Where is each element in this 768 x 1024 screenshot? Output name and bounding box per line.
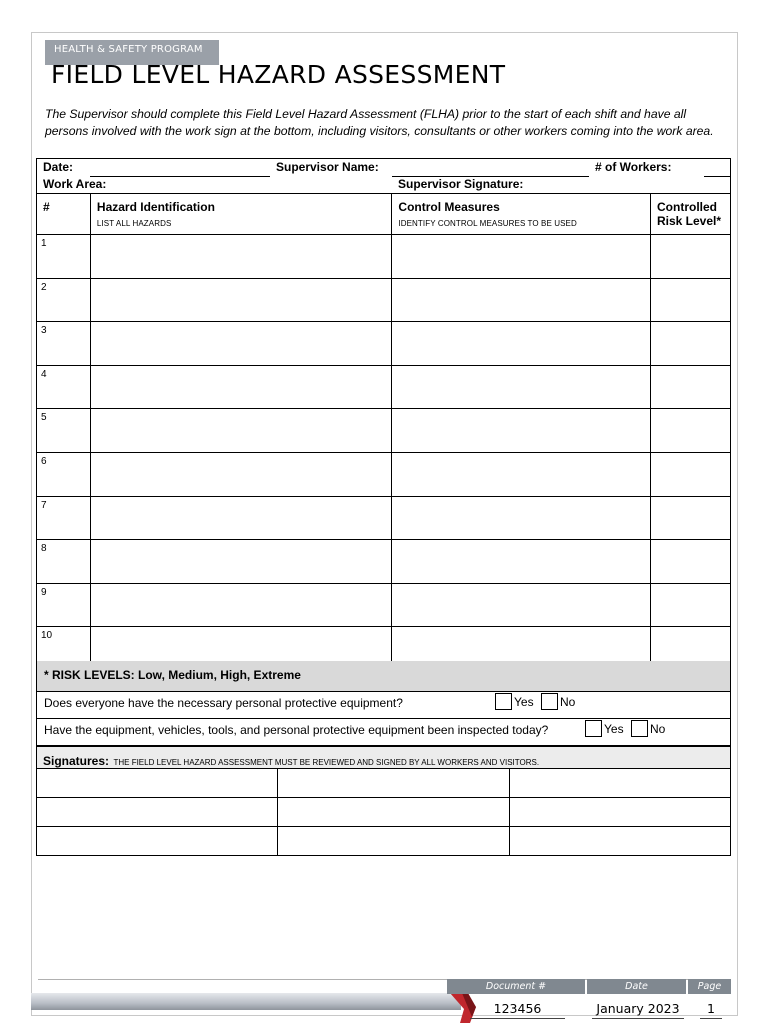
- hazard-row: [37, 540, 731, 584]
- inspection-yes-checkbox[interactable]: [585, 720, 602, 737]
- hazard-cell[interactable]: [90, 583, 392, 627]
- signature-cell[interactable]: [277, 827, 510, 856]
- hazard-row: [37, 278, 731, 322]
- row-number: 8: [37, 540, 91, 584]
- inspection-no-checkbox[interactable]: [631, 720, 648, 737]
- supervisor-signature-label: Supervisor Signature:: [398, 177, 524, 191]
- question-ppe-text: Does everyone have the necessary personal protective equipment?: [44, 696, 403, 710]
- row-number: 1: [37, 235, 91, 279]
- risk-levels-note: * RISK LEVELS: Low, Medium, High, Extreme: [36, 661, 731, 692]
- hazard-cell[interactable]: [90, 278, 392, 322]
- workers-label: # of Workers:: [595, 160, 672, 174]
- col-control-header: Control Measures IDENTIFY CONTROL MEASURES TO BE USED: [392, 194, 651, 235]
- hazard-row: [37, 365, 731, 409]
- date-field[interactable]: [90, 176, 270, 177]
- signature-cell[interactable]: [510, 827, 731, 856]
- row-number: 5: [37, 409, 91, 453]
- footer-date-label: Date: [587, 979, 686, 994]
- hazard-cell[interactable]: [90, 540, 392, 584]
- control-cell[interactable]: [392, 235, 651, 279]
- control-cell[interactable]: [392, 278, 651, 322]
- hazard-cell[interactable]: [90, 452, 392, 496]
- risk-level-cell[interactable]: [651, 409, 731, 453]
- hazard-cell[interactable]: [90, 496, 392, 540]
- ppe-yes-label: Yes: [514, 695, 534, 709]
- hazard-cell[interactable]: [90, 365, 392, 409]
- signature-cell[interactable]: [510, 769, 731, 798]
- workers-field[interactable]: [704, 176, 730, 177]
- col-risk-header: Controlled Risk Level*: [651, 194, 731, 235]
- work-area-label: Work Area:: [43, 177, 107, 191]
- control-cell[interactable]: [392, 322, 651, 366]
- risk-level-cell[interactable]: [651, 278, 731, 322]
- signature-cell[interactable]: [37, 798, 278, 827]
- control-cell[interactable]: [392, 583, 651, 627]
- col-hazard-header: Hazard Identification LIST ALL HAZARDS: [90, 194, 392, 235]
- intro-text: The Supervisor should complete this Field Level Hazard Assessment (FLHA) prior to the start of each shift and have all persons involved with the work sign at the bottom, including visitors, consultants or other workers coming into the work area.: [45, 107, 714, 139]
- ppe-no-label: No: [560, 695, 576, 709]
- row-number: 3: [37, 322, 91, 366]
- row-number: 9: [37, 583, 91, 627]
- risk-level-cell[interactable]: [651, 583, 731, 627]
- risk-level-cell[interactable]: [651, 496, 731, 540]
- hazard-cell[interactable]: [90, 409, 392, 453]
- hazard-table: [36, 193, 731, 671]
- inspection-no-label: No: [650, 722, 666, 736]
- signature-cell[interactable]: [37, 827, 278, 856]
- signature-grid: [36, 768, 731, 856]
- footer-page-label: Page: [688, 979, 731, 994]
- hazard-row: [37, 235, 731, 279]
- col-control-subtitle: IDENTIFY CONTROL MEASURES TO BE USED: [398, 219, 577, 228]
- hazard-cell[interactable]: [90, 322, 392, 366]
- footer-doc-label: Document #: [447, 979, 585, 994]
- col-hazard-subtitle: LIST ALL HAZARDS: [96, 219, 172, 228]
- control-cell[interactable]: [392, 409, 651, 453]
- risk-level-cell[interactable]: [651, 452, 731, 496]
- signatures-label: Signatures:: [43, 754, 110, 768]
- inspection-yes-label: Yes: [604, 722, 624, 736]
- ppe-yes-checkbox[interactable]: [495, 693, 512, 710]
- page-title: FIELD LEVEL HAZARD ASSESSMENT: [51, 60, 506, 89]
- hazard-row: [37, 452, 731, 496]
- control-cell[interactable]: [392, 365, 651, 409]
- control-cell[interactable]: [392, 540, 651, 584]
- signatures-header: [36, 745, 731, 769]
- ppe-no-checkbox[interactable]: [541, 693, 558, 710]
- program-label: HEALTH & SAFETY PROGRAM: [45, 40, 219, 65]
- col-number-header: #: [37, 194, 91, 235]
- risk-level-cell[interactable]: [651, 540, 731, 584]
- hazard-cell[interactable]: [90, 235, 392, 279]
- hazard-row: [37, 409, 731, 453]
- row-number: 7: [37, 496, 91, 540]
- row-number: 10: [37, 627, 91, 671]
- hazard-row: [37, 496, 731, 540]
- footer-bar: [31, 993, 461, 1010]
- signatures-note: THE FIELD LEVEL HAZARD ASSESSMENT MUST BE REVIEWED AND SIGNED BY ALL WORKERS AND VISITORS.: [113, 758, 540, 767]
- signature-cell[interactable]: [510, 798, 731, 827]
- question-inspection: [36, 719, 731, 746]
- supervisor-name-label: Supervisor Name:: [276, 160, 379, 174]
- signature-cell[interactable]: [277, 769, 510, 798]
- risk-level-cell[interactable]: [651, 235, 731, 279]
- date-label: Date:: [43, 160, 74, 174]
- question-ppe: [36, 692, 731, 719]
- signature-cell[interactable]: [277, 798, 510, 827]
- question-inspection-text: Have the equipment, vehicles, tools, and personal protective equipment been inspected today?: [44, 723, 549, 737]
- footer-date-value: January 2023: [592, 999, 684, 1019]
- footer-page-number: 1: [700, 999, 722, 1019]
- footer-doc-number: 123456: [470, 999, 565, 1019]
- hazard-row: [37, 322, 731, 366]
- hazard-row: [37, 583, 731, 627]
- control-cell[interactable]: [392, 452, 651, 496]
- risk-level-cell[interactable]: [651, 365, 731, 409]
- control-cell[interactable]: [392, 496, 651, 540]
- risk-level-cell[interactable]: [651, 322, 731, 366]
- row-number: 6: [37, 452, 91, 496]
- row-number: 2: [37, 278, 91, 322]
- row-number: 4: [37, 365, 91, 409]
- signature-cell[interactable]: [37, 769, 278, 798]
